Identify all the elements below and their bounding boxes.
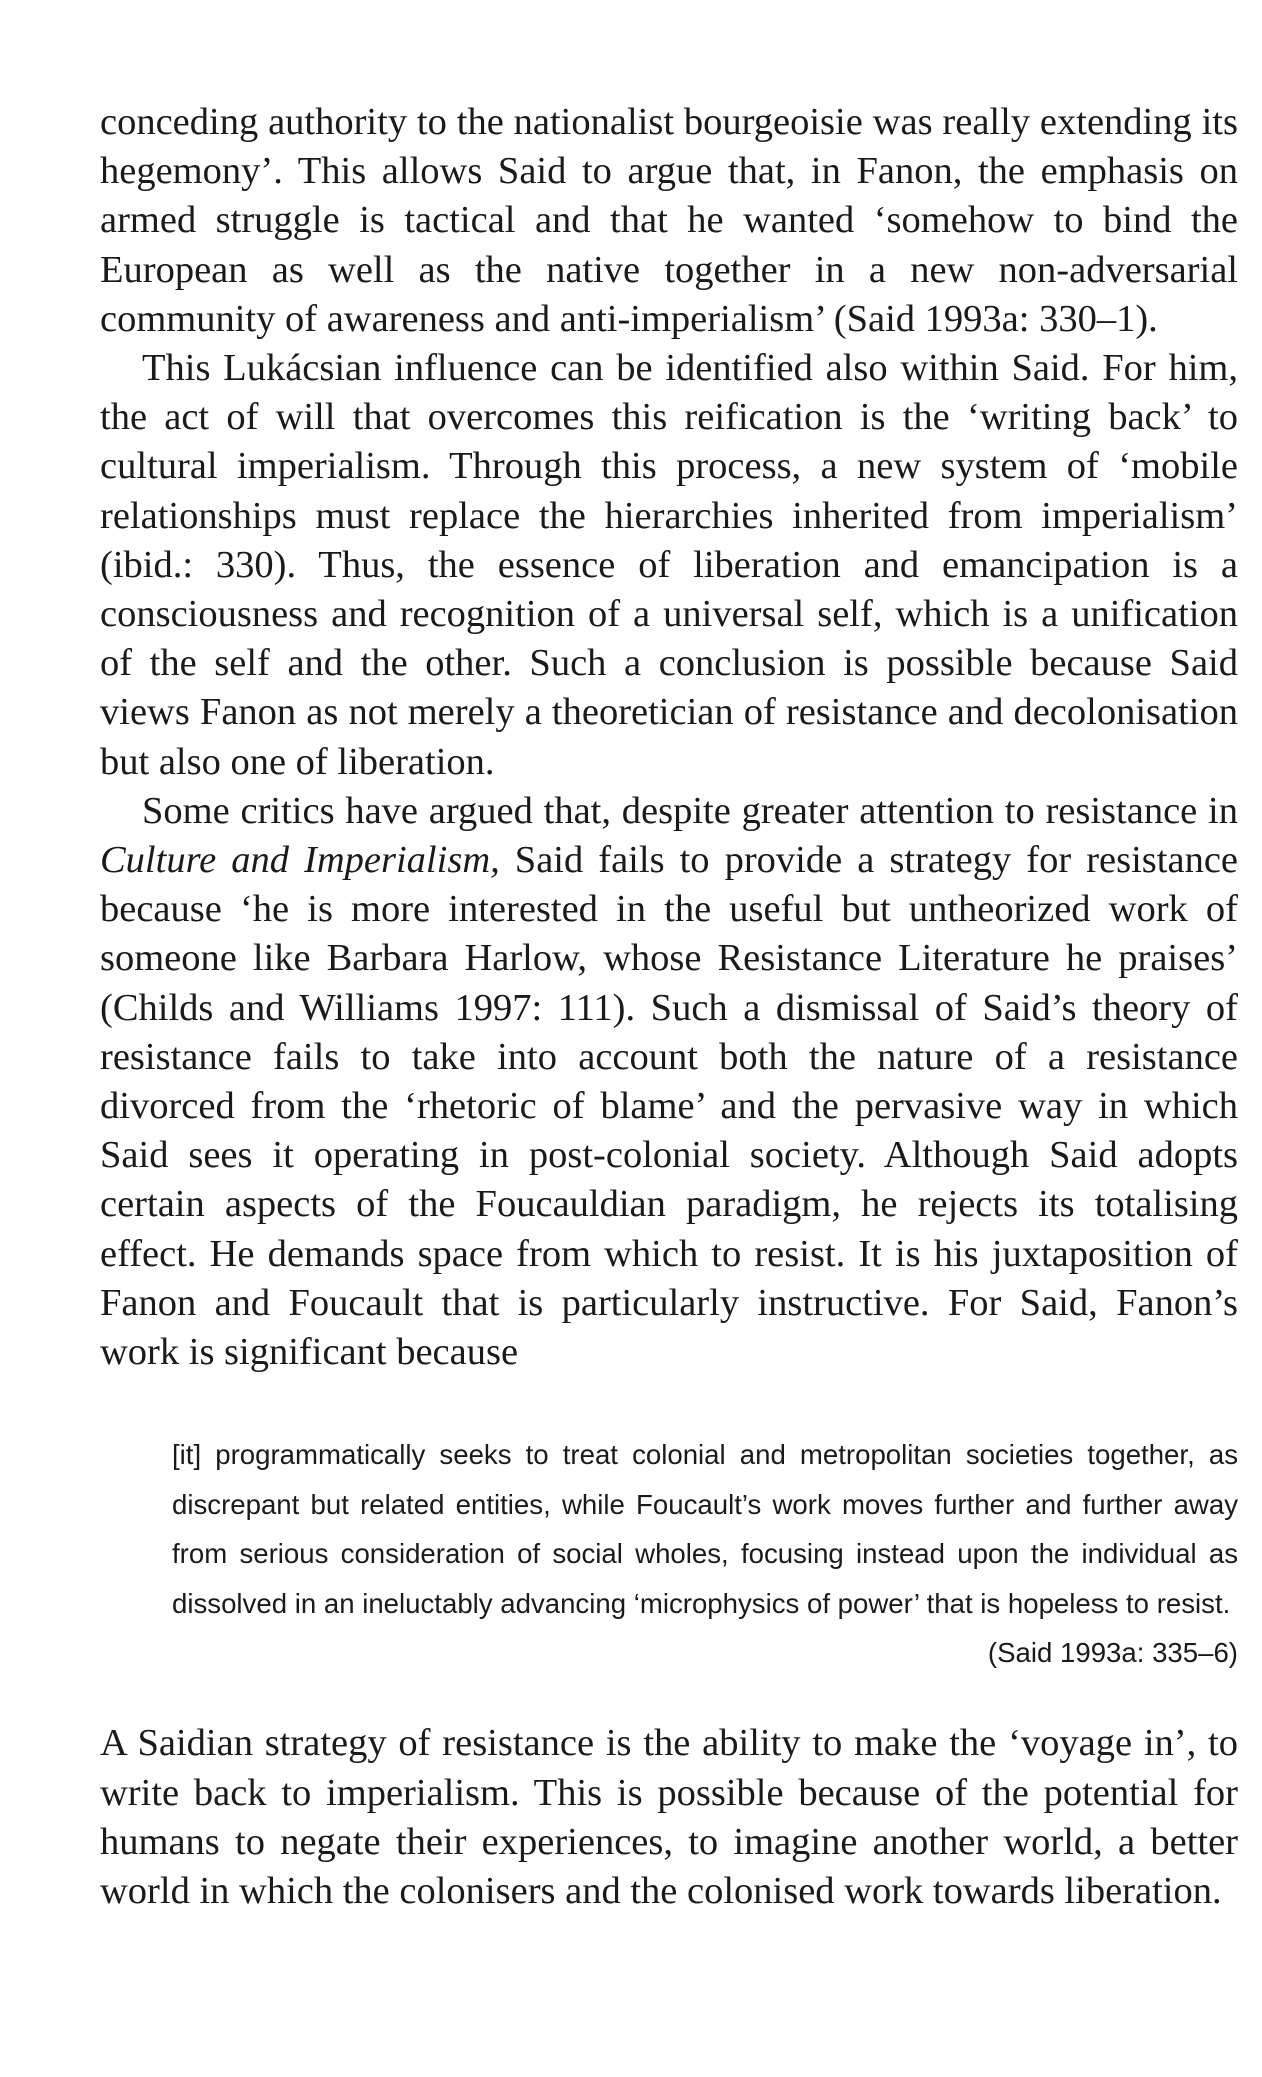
- book-title-culture-and-imperialism: Culture and Imperialism,: [100, 839, 500, 882]
- paragraph-critics-text-start: Some critics have argued that, despite greater attention to resistance in: [142, 789, 1238, 832]
- book-page: [100, 98, 1238, 1916]
- paragraph-critics-text-end: Said fails to provide a strategy for resistance because ‘he is more interested in the useful but untheorized work of someone like Barbara Harlow, whose Resistance Literature he praises’ (Childs and Williams 1997: 111). Such a dismissal of Said’s theory of resistance fails to take into account both the nature of a resistance divorced from the ‘rhetoric of blame’ and the pervasive way in which Said sees it operating in post-colonial society. Although Said adopts certain aspects of the Foucauldian paradigm, he rejects its totalising effect. He demands space from which to resist. It is his juxtaposition of Fanon and Foucault that is particularly instructive. For Said, Fanon’s work is significant because: [100, 839, 1238, 1374]
- paragraph-lukacsian-influence: This Lukácsian influence can be identified also within Said. For him, the act of will that overcomes this reification is the ‘writing back’ to cultural imperialism. Through this process, a new system of ‘mobile relationships must replace the hierarchies inherited from imperialism’ (ibid.: 330). Thus, the essence of liberation and emancipation is a consciousness and recognition of a universal self, which is a unification of the self and the other. Such a conclusion is possible because Said views Fanon as not merely a theoretician of resistance and decolonisation but also one of liberation.: [100, 347, 1238, 783]
- block-quotation-text: [it] programmatically seeks to treat colonial and metropolitan societies together, as discrepant but related entities, while Foucault’s work moves further and further away from serious consideration of social wholes, focusing instead upon the individual as dissolved in an ineluctably advancing ‘microphysics of power’ that is hopeless to resist.: [172, 1439, 1238, 1619]
- block-quotation-citation: (Said 1993a: 335–6): [987, 1636, 1238, 1668]
- paragraph-critics-resistance: [100, 787, 1238, 1377]
- block-quotation: [172, 1430, 1238, 1677]
- paragraph-saidian-strategy: A Saidian strategy of resistance is the ability to make the ‘voyage in’, to write back to imperialism. This is possible because of the potential for humans to negate their experiences, to imagine another world, a better world in which the colonisers and the colonised work towards liberation.: [100, 1722, 1238, 1912]
- paragraph-continuation: conceding authority to the nationalist bourgeoisie was really extending its hegemony’. This allows Said to argue that, in Fanon, the emphasis on armed struggle is tactical and that he wanted ‘somehow to bind the European as well as the native together in a new non-adversarial community of awareness and anti-imperialism’ (Said 1993a: 330–1).: [100, 101, 1238, 340]
